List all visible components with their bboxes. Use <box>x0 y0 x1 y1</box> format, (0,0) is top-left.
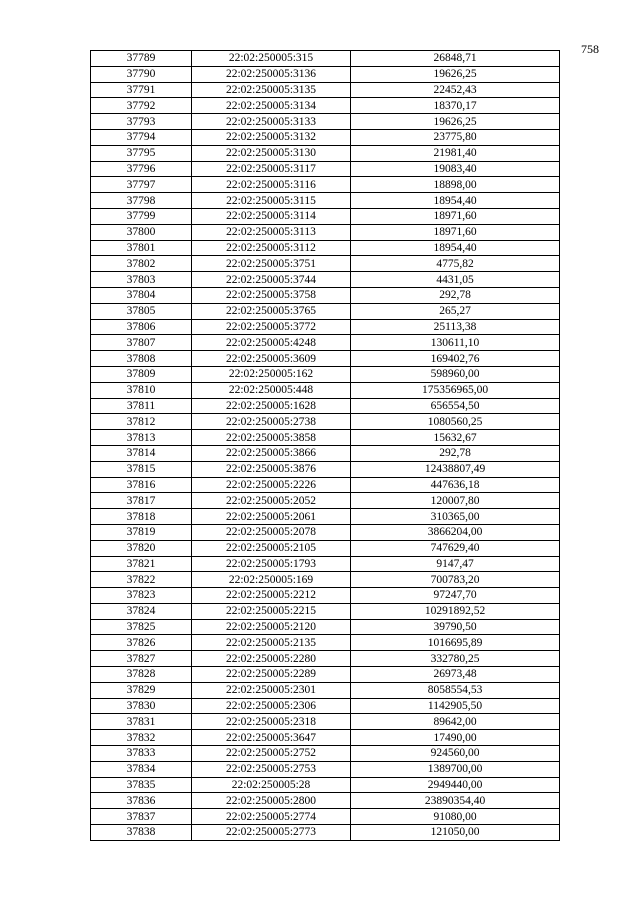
value-cell: 19626,25 <box>351 114 560 130</box>
row-number-cell: 37830 <box>91 698 192 714</box>
row-number-cell: 37792 <box>91 98 192 114</box>
value-cell: 23775,80 <box>351 129 560 145</box>
value-cell: 9147,47 <box>351 556 560 572</box>
table-row <box>91 667 560 683</box>
cadastral-number-cell: 22:02:250005:2318 <box>192 714 351 730</box>
row-number-cell: 37819 <box>91 524 192 540</box>
value-cell: 292,78 <box>351 287 560 303</box>
row-number-cell: 37789 <box>91 51 192 67</box>
cadastral-number-cell: 22:02:250005:2738 <box>192 414 351 430</box>
row-number-cell: 37793 <box>91 114 192 130</box>
table-row <box>91 366 560 382</box>
value-cell: 22452,43 <box>351 82 560 98</box>
value-cell: 25113,38 <box>351 319 560 335</box>
cadastral-number-cell: 22:02:250005:3115 <box>192 193 351 209</box>
value-cell: 23890354,40 <box>351 793 560 809</box>
table-row <box>91 682 560 698</box>
table-row <box>91 335 560 351</box>
row-number-cell: 37837 <box>91 809 192 825</box>
row-number-cell: 37826 <box>91 635 192 651</box>
row-number-cell: 37790 <box>91 66 192 82</box>
table-row <box>91 256 560 272</box>
table-row <box>91 82 560 98</box>
cadastral-number-cell: 22:02:250005:4248 <box>192 335 351 351</box>
table-row <box>91 319 560 335</box>
row-number-cell: 37831 <box>91 714 192 730</box>
cadastral-number-cell: 22:02:250005:3765 <box>192 303 351 319</box>
value-cell: 18971,60 <box>351 208 560 224</box>
cadastral-number-cell: 22:02:250005:3758 <box>192 287 351 303</box>
cadastral-number-cell: 22:02:250005:3876 <box>192 461 351 477</box>
value-cell: 97247,70 <box>351 588 560 604</box>
value-cell: 4775,82 <box>351 256 560 272</box>
row-number-cell: 37798 <box>91 193 192 209</box>
value-cell: 130611,10 <box>351 335 560 351</box>
cadastral-number-cell: 22:02:250005:315 <box>192 51 351 67</box>
value-cell: 292,78 <box>351 445 560 461</box>
table-row <box>91 382 560 398</box>
cadastral-number-cell: 22:02:250005:3609 <box>192 351 351 367</box>
cadastral-number-cell: 22:02:250005:2052 <box>192 493 351 509</box>
cadastral-number-cell: 22:02:250005:2800 <box>192 793 351 809</box>
value-cell: 1080560,25 <box>351 414 560 430</box>
table-row <box>91 66 560 82</box>
cadastral-number-cell: 22:02:250005:3132 <box>192 129 351 145</box>
cadastral-number-cell: 22:02:250005:3134 <box>192 98 351 114</box>
row-number-cell: 37838 <box>91 825 192 841</box>
table-row <box>91 51 560 67</box>
table-row <box>91 430 560 446</box>
row-number-cell: 37836 <box>91 793 192 809</box>
value-cell: 15632,67 <box>351 430 560 446</box>
row-number-cell: 37794 <box>91 129 192 145</box>
cadastral-number-cell: 22:02:250005:2774 <box>192 809 351 825</box>
table-row <box>91 746 560 762</box>
table-row <box>91 477 560 493</box>
table-row <box>91 98 560 114</box>
table-row <box>91 556 560 572</box>
row-number-cell: 37832 <box>91 730 192 746</box>
cadastral-number-cell: 22:02:250005:2306 <box>192 698 351 714</box>
table-row <box>91 114 560 130</box>
cadastral-number-cell: 22:02:250005:162 <box>192 366 351 382</box>
value-cell: 26973,48 <box>351 667 560 683</box>
cadastral-number-cell: 22:02:250005:2120 <box>192 619 351 635</box>
cadastral-number-cell: 22:02:250005:2078 <box>192 524 351 540</box>
cadastral-number-cell: 22:02:250005:3772 <box>192 319 351 335</box>
table-row <box>91 809 560 825</box>
value-cell: 3866204,00 <box>351 524 560 540</box>
cadastral-number-cell: 22:02:250005:3866 <box>192 445 351 461</box>
page-number: 758 <box>581 42 599 56</box>
cadastral-number-cell: 22:02:250005:3858 <box>192 430 351 446</box>
cadastral-number-cell: 22:02:250005:1628 <box>192 398 351 414</box>
value-cell: 19626,25 <box>351 66 560 82</box>
value-cell: 26848,71 <box>351 51 560 67</box>
value-cell: 10291892,52 <box>351 603 560 619</box>
cadastral-number-cell: 22:02:250005:3744 <box>192 272 351 288</box>
table-row <box>91 145 560 161</box>
row-number-cell: 37835 <box>91 777 192 793</box>
table-row <box>91 603 560 619</box>
cadastral-number-cell: 22:02:250005:2061 <box>192 509 351 525</box>
row-number-cell: 37809 <box>91 366 192 382</box>
table-row <box>91 619 560 635</box>
table-row <box>91 398 560 414</box>
cadastral-number-cell: 22:02:250005:3647 <box>192 730 351 746</box>
table-row <box>91 224 560 240</box>
value-cell: 18954,40 <box>351 240 560 256</box>
row-number-cell: 37812 <box>91 414 192 430</box>
table-row <box>91 177 560 193</box>
row-number-cell: 37796 <box>91 161 192 177</box>
row-number-cell: 37802 <box>91 256 192 272</box>
value-cell: 18954,40 <box>351 193 560 209</box>
table-row <box>91 635 560 651</box>
cadastral-number-cell: 22:02:250005:3133 <box>192 114 351 130</box>
table-row <box>91 461 560 477</box>
table-row <box>91 714 560 730</box>
value-cell: 598960,00 <box>351 366 560 382</box>
cadastral-value-table <box>90 50 560 841</box>
row-number-cell: 37827 <box>91 651 192 667</box>
value-cell: 175356965,00 <box>351 382 560 398</box>
row-number-cell: 37815 <box>91 461 192 477</box>
table-row <box>91 240 560 256</box>
cadastral-number-cell: 22:02:250005:2105 <box>192 540 351 556</box>
value-cell: 17490,00 <box>351 730 560 746</box>
table-row <box>91 493 560 509</box>
value-cell: 747629,40 <box>351 540 560 556</box>
row-number-cell: 37821 <box>91 556 192 572</box>
table-row <box>91 287 560 303</box>
table-row <box>91 414 560 430</box>
cadastral-number-cell: 22:02:250005:2226 <box>192 477 351 493</box>
value-cell: 1016695,89 <box>351 635 560 651</box>
cadastral-number-cell: 22:02:250005:2301 <box>192 682 351 698</box>
cadastral-number-cell: 22:02:250005:3130 <box>192 145 351 161</box>
table-row <box>91 193 560 209</box>
row-number-cell: 37828 <box>91 667 192 683</box>
row-number-cell: 37791 <box>91 82 192 98</box>
row-number-cell: 37804 <box>91 287 192 303</box>
value-cell: 700783,20 <box>351 572 560 588</box>
cadastral-number-cell: 22:02:250005:3113 <box>192 224 351 240</box>
table-row <box>91 351 560 367</box>
value-cell: 19083,40 <box>351 161 560 177</box>
cadastral-number-cell: 22:02:250005:3135 <box>192 82 351 98</box>
table-row <box>91 303 560 319</box>
cadastral-number-cell: 22:02:250005:2289 <box>192 667 351 683</box>
table-row <box>91 588 560 604</box>
table-row <box>91 651 560 667</box>
row-number-cell: 37814 <box>91 445 192 461</box>
table-row <box>91 777 560 793</box>
value-cell: 18971,60 <box>351 224 560 240</box>
cadastral-number-cell: 22:02:250005:169 <box>192 572 351 588</box>
value-cell: 12438807,49 <box>351 461 560 477</box>
table-row <box>91 730 560 746</box>
cadastral-number-cell: 22:02:250005:2135 <box>192 635 351 651</box>
cadastral-number-cell: 22:02:250005:2215 <box>192 603 351 619</box>
table-row <box>91 129 560 145</box>
table-row <box>91 572 560 588</box>
value-cell: 310365,00 <box>351 509 560 525</box>
row-number-cell: 37803 <box>91 272 192 288</box>
cadastral-number-cell: 22:02:250005:3116 <box>192 177 351 193</box>
row-number-cell: 37823 <box>91 588 192 604</box>
cadastral-number-cell: 22:02:250005:1793 <box>192 556 351 572</box>
value-cell: 89642,00 <box>351 714 560 730</box>
row-number-cell: 37824 <box>91 603 192 619</box>
cadastral-number-cell: 22:02:250005:2212 <box>192 588 351 604</box>
cadastral-number-cell: 22:02:250005:2773 <box>192 825 351 841</box>
table-row <box>91 161 560 177</box>
row-number-cell: 37811 <box>91 398 192 414</box>
value-cell: 332780,25 <box>351 651 560 667</box>
row-number-cell: 37805 <box>91 303 192 319</box>
cadastral-number-cell: 22:02:250005:3117 <box>192 161 351 177</box>
cadastral-number-cell: 22:02:250005:2753 <box>192 761 351 777</box>
value-cell: 1389700,00 <box>351 761 560 777</box>
table-row <box>91 698 560 714</box>
value-cell: 120007,80 <box>351 493 560 509</box>
cadastral-number-cell: 22:02:250005:448 <box>192 382 351 398</box>
row-number-cell: 37817 <box>91 493 192 509</box>
value-cell: 2949440,00 <box>351 777 560 793</box>
cadastral-number-cell: 22:02:250005:28 <box>192 777 351 793</box>
cadastral-number-cell: 22:02:250005:2752 <box>192 746 351 762</box>
table-row <box>91 540 560 556</box>
row-number-cell: 37806 <box>91 319 192 335</box>
row-number-cell: 37795 <box>91 145 192 161</box>
value-cell: 924560,00 <box>351 746 560 762</box>
row-number-cell: 37825 <box>91 619 192 635</box>
table-row <box>91 445 560 461</box>
value-cell: 8058554,53 <box>351 682 560 698</box>
value-cell: 169402,76 <box>351 351 560 367</box>
table-row <box>91 208 560 224</box>
table-body <box>91 51 560 841</box>
cadastral-number-cell: 22:02:250005:3136 <box>192 66 351 82</box>
table-row <box>91 793 560 809</box>
value-cell: 4431,05 <box>351 272 560 288</box>
value-cell: 656554,50 <box>351 398 560 414</box>
table-row <box>91 761 560 777</box>
row-number-cell: 37829 <box>91 682 192 698</box>
row-number-cell: 37807 <box>91 335 192 351</box>
row-number-cell: 37808 <box>91 351 192 367</box>
row-number-cell: 37822 <box>91 572 192 588</box>
value-cell: 21981,40 <box>351 145 560 161</box>
row-number-cell: 37820 <box>91 540 192 556</box>
cadastral-number-cell: 22:02:250005:3112 <box>192 240 351 256</box>
table-row <box>91 272 560 288</box>
row-number-cell: 37833 <box>91 746 192 762</box>
row-number-cell: 37800 <box>91 224 192 240</box>
cadastral-number-cell: 22:02:250005:2280 <box>192 651 351 667</box>
value-cell: 18898,00 <box>351 177 560 193</box>
row-number-cell: 37799 <box>91 208 192 224</box>
cadastral-number-cell: 22:02:250005:3751 <box>192 256 351 272</box>
row-number-cell: 37816 <box>91 477 192 493</box>
table-row <box>91 509 560 525</box>
table-row <box>91 524 560 540</box>
row-number-cell: 37834 <box>91 761 192 777</box>
cadastral-number-cell: 22:02:250005:3114 <box>192 208 351 224</box>
row-number-cell: 37818 <box>91 509 192 525</box>
value-cell: 39790,50 <box>351 619 560 635</box>
row-number-cell: 37797 <box>91 177 192 193</box>
value-cell: 447636,18 <box>351 477 560 493</box>
value-cell: 1142905,50 <box>351 698 560 714</box>
table-row <box>91 825 560 841</box>
value-cell: 265,27 <box>351 303 560 319</box>
row-number-cell: 37810 <box>91 382 192 398</box>
value-cell: 121050,00 <box>351 825 560 841</box>
row-number-cell: 37813 <box>91 430 192 446</box>
value-cell: 18370,17 <box>351 98 560 114</box>
value-cell: 91080,00 <box>351 809 560 825</box>
row-number-cell: 37801 <box>91 240 192 256</box>
